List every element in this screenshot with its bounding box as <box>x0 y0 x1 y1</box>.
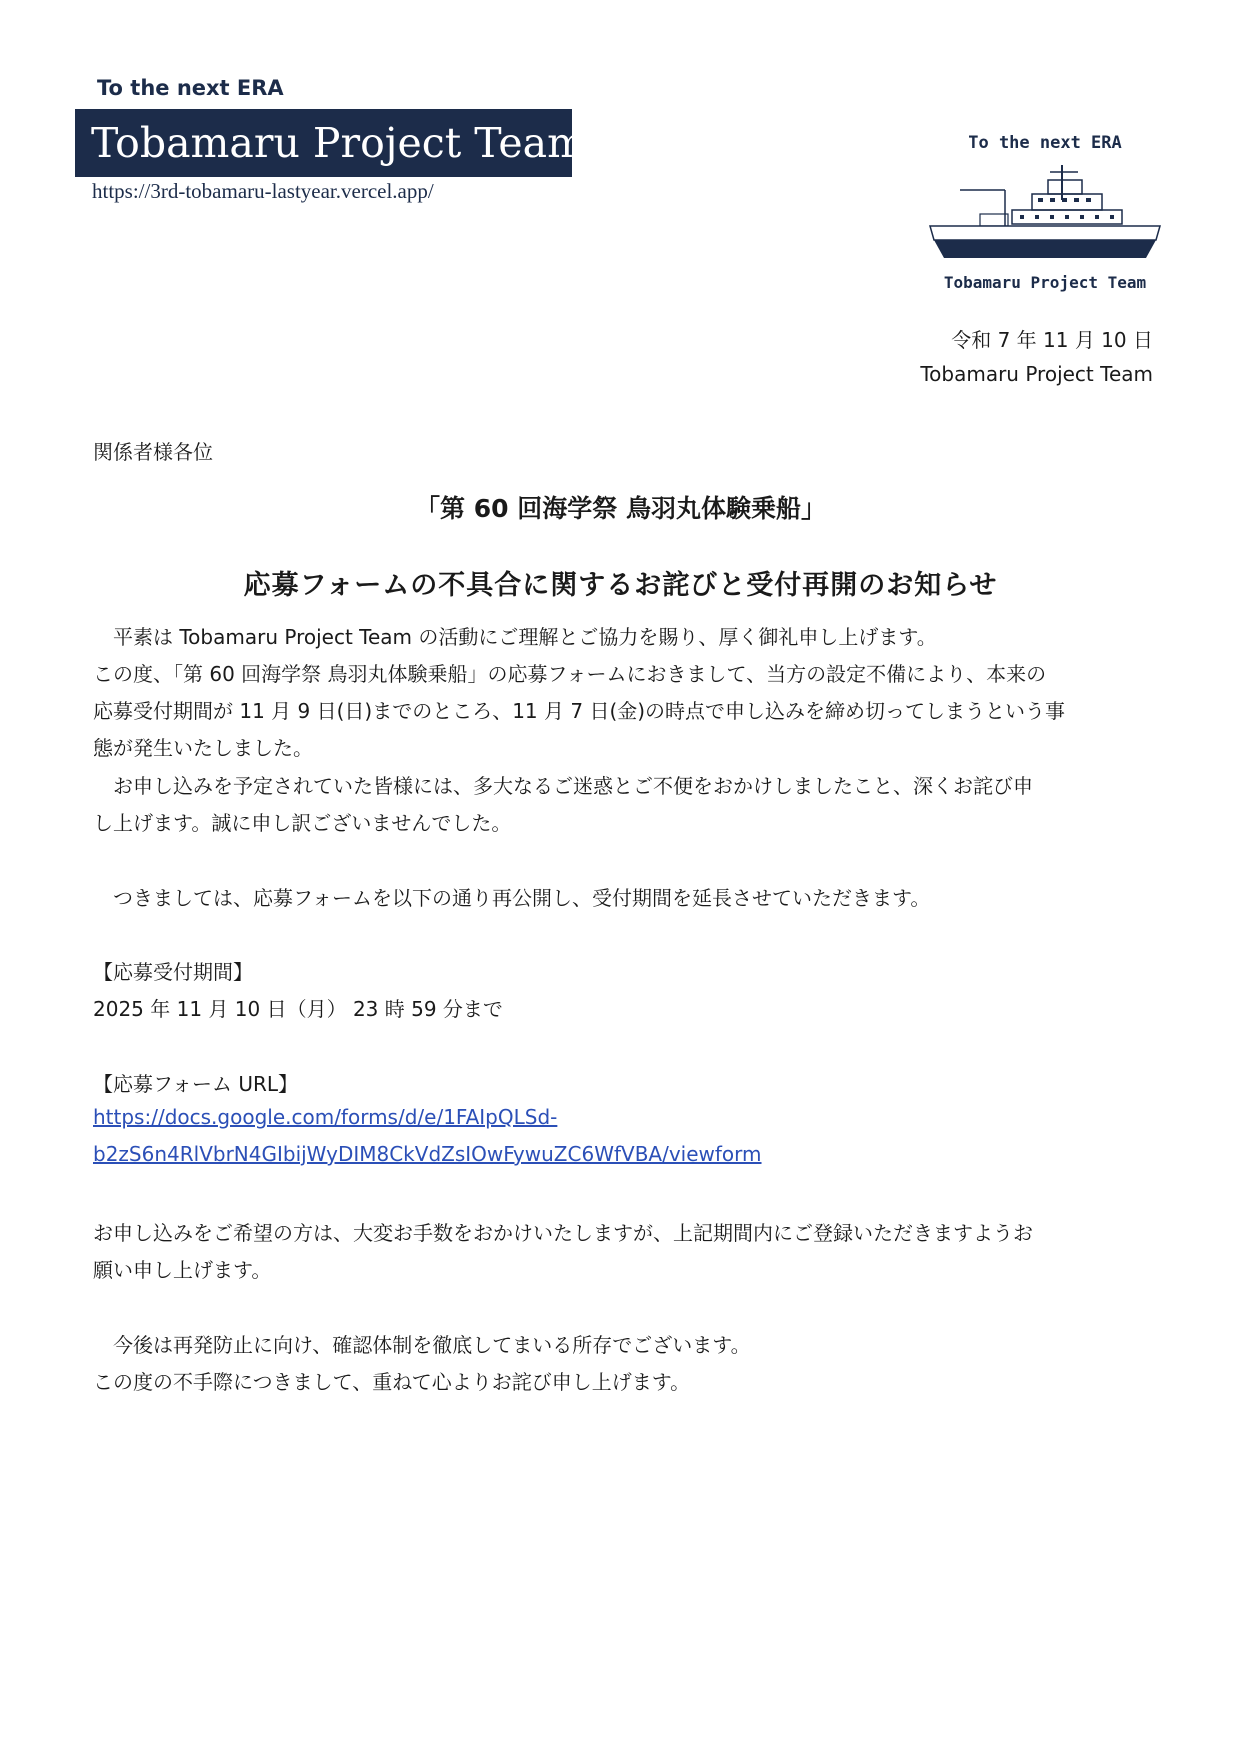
body-paragraph: お申し込みをご希望の方は、大変お手数をおかけいたしますが、上記期間内にご登録いただきますようお <box>93 1221 1033 1245</box>
body-paragraph: 応募受付期間が 11 月 9 日(日)までのところ、11 月 7 日(金)の時点で申し込みを締め切ってしまうという事 <box>93 699 1066 723</box>
site-url: https://3rd-tobamaru-lastyear.vercel.app/ <box>92 179 434 203</box>
banner-title: Tobamaru Project Team <box>91 119 586 167</box>
form-url-link[interactable]: https://docs.google.com/forms/d/e/1FAIpQLSd- <box>93 1105 558 1129</box>
body-paragraph: し上げます。誠に申し訳ございませんでした。 <box>93 811 512 835</box>
body-paragraph: 今後は再発防止に向け、確認体制を徹底してまいる所存でございます。 <box>93 1333 751 1357</box>
body-paragraph: 願い申し上げます。 <box>93 1258 272 1282</box>
logo-bottom-text: Tobamaru Project Team <box>943 273 1147 292</box>
form-url-link-continued[interactable]: b2zS6n4RlVbrN4GIbijWyDIM8CkVdZsIOwFywuZC6WfVBA/viewform <box>93 1142 762 1166</box>
period-heading: 【応募受付期間】 <box>93 960 253 984</box>
document-date: 令和 7 年 11 月 10 日 <box>951 328 1153 352</box>
logo-top-text: To the next ERA <box>968 133 1122 153</box>
period-value: 2025 年 11 月 10 日（月） 23 時 59 分まで <box>93 997 503 1021</box>
body-paragraph: この度、「第 60 回海学祭 鳥羽丸体験乗船」の応募フォームにおきまして、当方の設定不備により、本来の <box>93 662 1047 686</box>
notice-title: 応募フォームの不具合に関するお詫びと受付再開のお知らせ <box>243 570 998 601</box>
event-title: 「第 60 回海学祭 鳥羽丸体験乗船」 <box>415 494 826 523</box>
issuer-name: Tobamaru Project Team <box>920 362 1153 386</box>
team-logo <box>920 130 1170 295</box>
salutation: 関係者様各位 <box>93 440 213 464</box>
form-url-heading: 【応募フォーム URL】 <box>93 1072 299 1096</box>
body-paragraph: 態が発生いたしました。 <box>93 736 313 760</box>
title-banner <box>75 109 586 177</box>
body-paragraph: お申し込みを予定されていた皆様には、多大なるご迷惑とご不便をおかけしましたこと、深くお詫び申 <box>93 774 1033 798</box>
ship-icon <box>920 130 1170 295</box>
header-tagline: To the next ERA <box>97 76 284 100</box>
body-paragraph: つきましては、応募フォームを以下の通り再公開し、受付期間を延長させていただきます。 <box>93 886 931 910</box>
body-paragraph: この度の不手際につきまして、重ねて心よりお詫び申し上げます。 <box>93 1370 691 1394</box>
body-paragraph: 平素は Tobamaru Project Team の活動にご理解とご協力を賜り、厚く御礼申し上げます。 <box>93 625 937 649</box>
